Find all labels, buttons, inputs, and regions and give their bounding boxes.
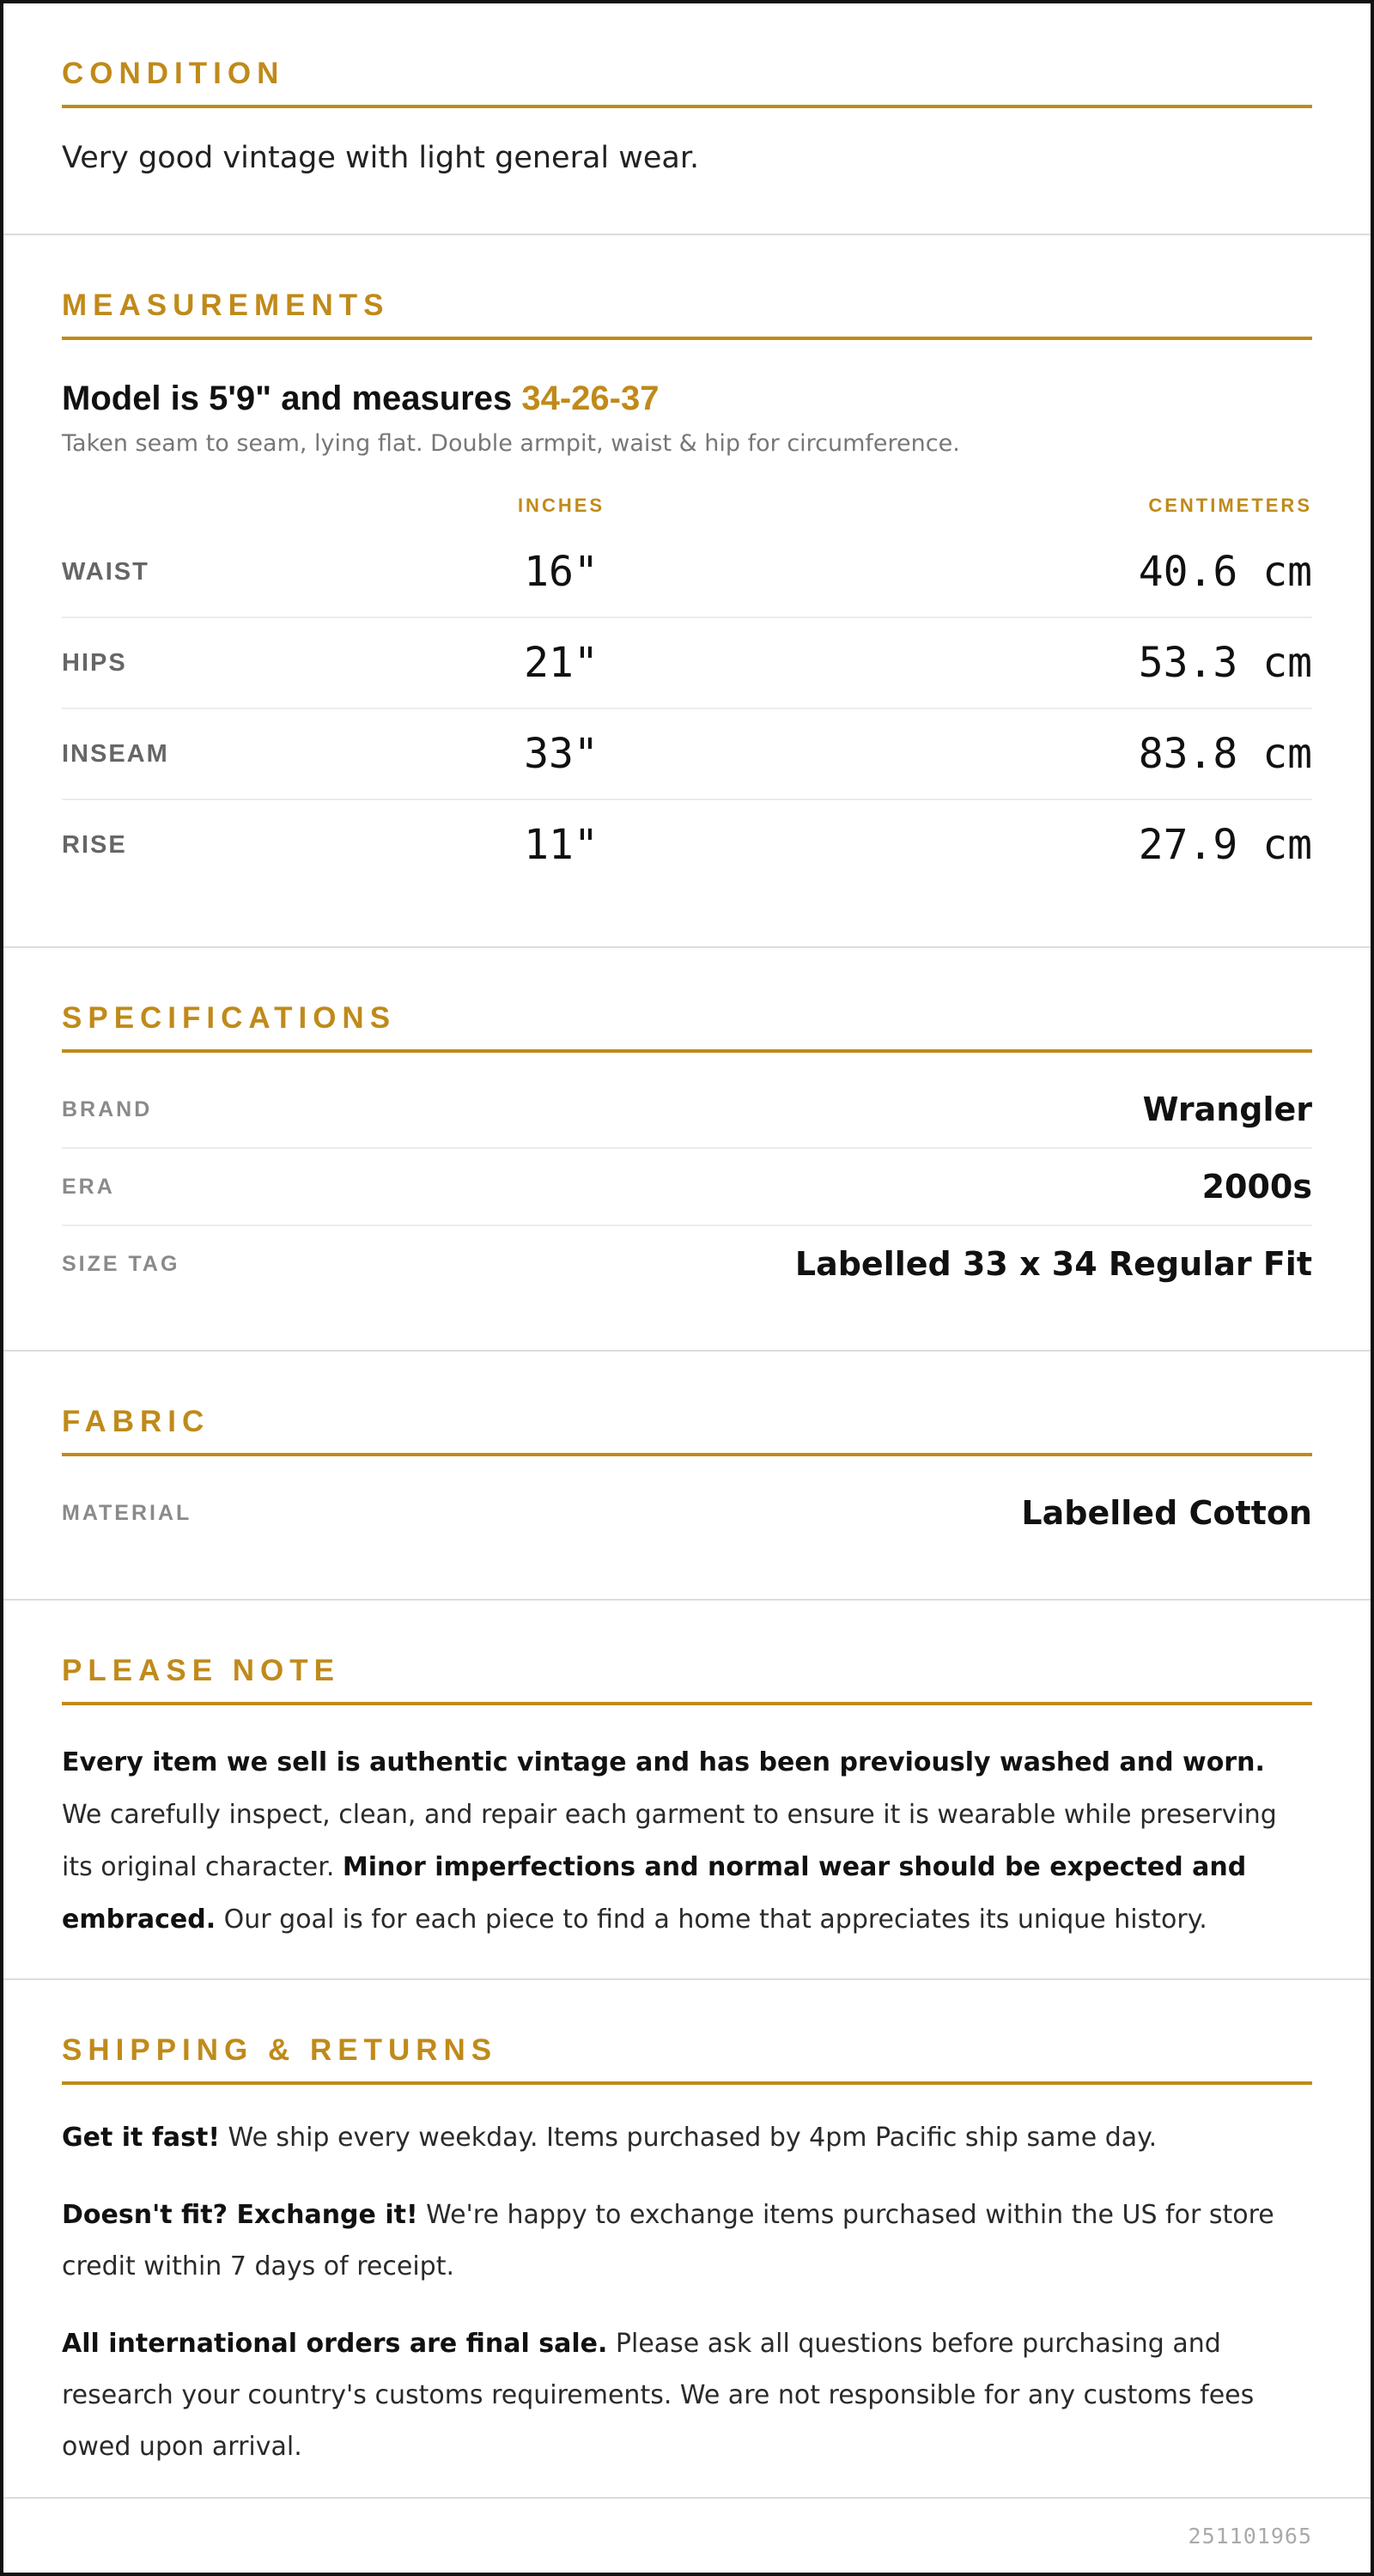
fabric-row-material bbox=[62, 1475, 1312, 1551]
shipping-item-bold: Get it fast! bbox=[62, 2123, 220, 2153]
measurements-table bbox=[62, 495, 1312, 890]
measurements-heading: MEASUREMENTS bbox=[62, 289, 1312, 340]
fabric-section bbox=[3, 1352, 1371, 1601]
value-centimeters: 83.8 cm bbox=[1138, 730, 1312, 778]
row-label: RISE bbox=[62, 830, 127, 859]
spec-row-size-tag bbox=[62, 1226, 1312, 1302]
product-id: 251101965 bbox=[1188, 2523, 1312, 2549]
specifications-heading: SPECIFICATIONS bbox=[62, 1001, 1312, 1053]
column-header-inches: INCHES bbox=[517, 495, 605, 516]
value-centimeters: 27.9 cm bbox=[1138, 821, 1312, 869]
value-centimeters: 53.3 cm bbox=[1138, 639, 1312, 687]
note-bold-1: Every item we sell is authentic vintage and has been previously washed and worn. bbox=[62, 1747, 1265, 1777]
table-row bbox=[62, 709, 1312, 800]
spec-row-era bbox=[62, 1149, 1312, 1226]
shipping-item-text: We're happy to exchange items purchased within the US for store credit within 7 days of receipt. bbox=[62, 2200, 1274, 2281]
shipping-item-bold: All international orders are final sale. bbox=[62, 2329, 608, 2359]
spec-key: ERA bbox=[62, 1174, 115, 1199]
shipping-returns-heading: SHIPPING & RETURNS bbox=[62, 2033, 1312, 2085]
value-inches: 21" bbox=[524, 639, 599, 687]
shipping-returns-section bbox=[3, 1980, 1371, 2499]
spec-value: Labelled 33 x 34 Regular Fit bbox=[794, 1245, 1312, 1283]
shipping-item-fast bbox=[62, 2112, 1312, 2164]
model-info bbox=[62, 380, 1312, 418]
fabric-heading: FABRIC bbox=[62, 1405, 1312, 1456]
shipping-item-text: We ship every weekday. Items purchased by 4pm Pacific ship same day. bbox=[220, 2123, 1158, 2153]
spec-value: 2000s bbox=[1201, 1168, 1312, 1206]
spec-row-brand bbox=[62, 1072, 1312, 1149]
value-inches: 33" bbox=[524, 730, 599, 778]
row-label: WAIST bbox=[62, 557, 149, 586]
note-bold-2: Minor imperfections and normal wear should be expected and embraced. bbox=[62, 1852, 1247, 1935]
spec-key: BRAND bbox=[62, 1097, 153, 1121]
specifications-list bbox=[62, 1072, 1312, 1302]
condition-heading: CONDITION bbox=[62, 57, 1312, 108]
model-measures-highlight: 34-26-37 bbox=[521, 380, 660, 417]
table-row bbox=[62, 527, 1312, 618]
fabric-key: MATERIAL bbox=[62, 1500, 192, 1525]
footer bbox=[3, 2499, 1371, 2573]
row-label: HIPS bbox=[62, 648, 127, 677]
table-row bbox=[62, 618, 1312, 709]
shipping-item-international bbox=[62, 2318, 1312, 2473]
fabric-value: Labelled Cotton bbox=[1021, 1494, 1312, 1532]
please-note-text bbox=[62, 1736, 1312, 1946]
shipping-item-exchange bbox=[62, 2190, 1312, 2293]
please-note-heading: PLEASE NOTE bbox=[62, 1654, 1312, 1705]
condition-section bbox=[3, 3, 1371, 235]
spec-value: Wrangler bbox=[1142, 1091, 1312, 1128]
shipping-item-text: Please ask all questions before purchasing and research your country's customs requirements. We are not responsible for any customs fees owed upon arrival. bbox=[62, 2329, 1255, 2462]
value-inches: 11" bbox=[524, 821, 599, 869]
fabric-list bbox=[62, 1475, 1312, 1551]
value-inches: 16" bbox=[524, 548, 599, 596]
column-header-centimeters: CENTIMETERS bbox=[1148, 495, 1312, 516]
measurements-section bbox=[3, 235, 1371, 948]
table-row bbox=[62, 800, 1312, 890]
model-info-prefix: Model is 5'9" and measures bbox=[62, 380, 522, 417]
spec-key: SIZE TAG bbox=[62, 1251, 180, 1276]
row-label: INSEAM bbox=[62, 739, 169, 768]
shipping-item-bold: Doesn't fit? Exchange it! bbox=[62, 2200, 418, 2230]
specifications-section bbox=[3, 948, 1371, 1352]
measurements-subtitle: Taken seam to seam, lying flat. Double armpit, waist & hip for circumference. bbox=[62, 430, 960, 457]
condition-text: Very good vintage with light general wear. bbox=[62, 141, 700, 175]
measurements-table-header bbox=[62, 495, 1312, 527]
please-note-section bbox=[3, 1601, 1371, 1980]
value-centimeters: 40.6 cm bbox=[1138, 548, 1312, 596]
note-text-1: We carefully inspect, clean, and repair each garment to ensure it is wearable while preserving its original character. bbox=[62, 1800, 1277, 1882]
note-text-2: Our goal is for each piece to find a home that appreciates its unique history. bbox=[216, 1905, 1207, 1935]
